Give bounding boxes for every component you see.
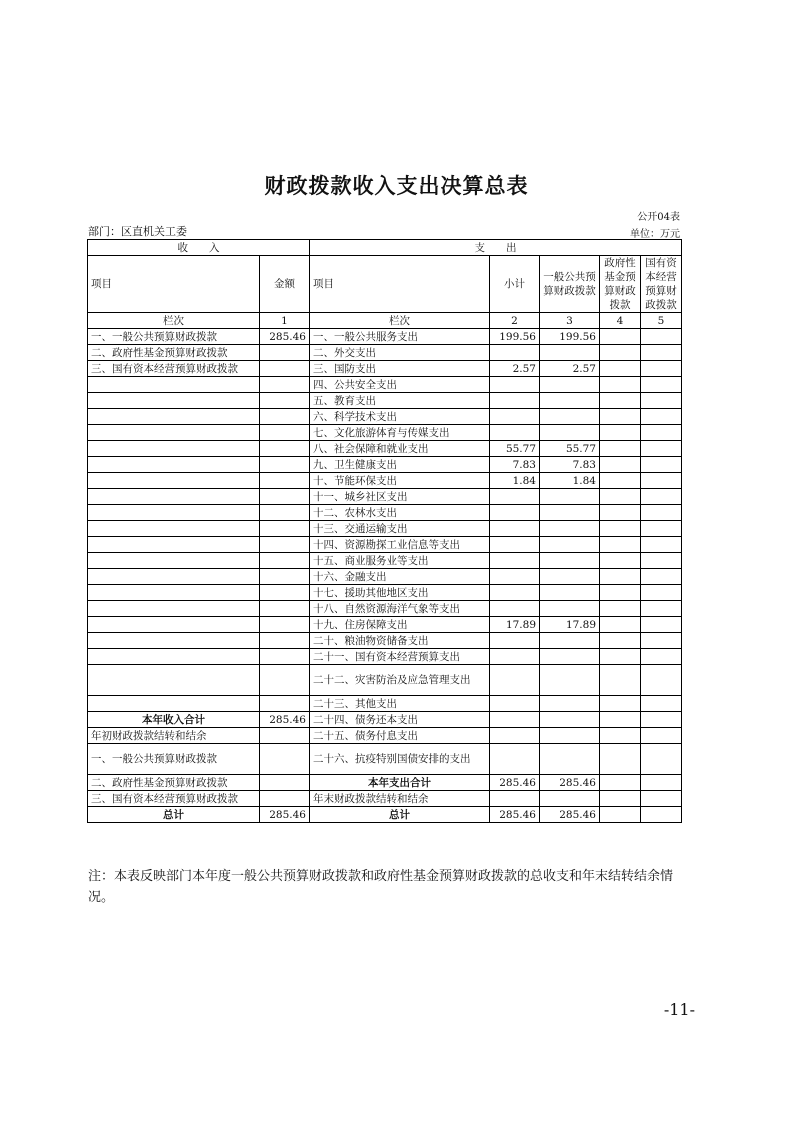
- col-index-5: 5: [641, 313, 682, 329]
- expense-section-header: 支 出: [310, 240, 682, 256]
- expense-subtotal: [490, 791, 540, 807]
- table-row: [88, 489, 682, 505]
- expense-item: 二十六、抗疫特别国债安排的支出: [310, 744, 490, 775]
- income-item: [88, 505, 260, 521]
- income-item: [88, 617, 260, 633]
- expense-state-capital-budget: [641, 537, 682, 553]
- expense-item: 十、节能环保支出: [310, 473, 490, 489]
- expense-fund-budget: [600, 521, 641, 537]
- income-amount: [260, 377, 310, 393]
- income-item: [88, 553, 260, 569]
- expense-subtotal: [490, 537, 540, 553]
- income-amount: [260, 409, 310, 425]
- expense-fund-budget: [600, 617, 641, 633]
- table-row: [88, 744, 682, 775]
- page-number: -11-: [663, 1000, 695, 1019]
- table-row: [88, 601, 682, 617]
- expense-subtotal: [490, 425, 540, 441]
- table-row: [88, 553, 682, 569]
- col-index-2: 2: [490, 313, 540, 329]
- expense-item: 二十二、灾害防治及应急管理支出: [310, 665, 490, 696]
- expense-subtotal: [490, 601, 540, 617]
- expense-fund-budget: [600, 505, 641, 521]
- expense-state-capital-budget: [641, 585, 682, 601]
- expense-fund-budget: [600, 807, 641, 823]
- expense-state-capital-budget: [641, 617, 682, 633]
- income-amount: [260, 441, 310, 457]
- expense-item: 九、卫生健康支出: [310, 457, 490, 473]
- expense-item: 年末财政拨款结转和结余: [310, 791, 490, 807]
- income-item: [88, 585, 260, 601]
- expense-subtotal: [490, 649, 540, 665]
- expense-subtotal: 199.56: [490, 329, 540, 345]
- expense-subtotal: [490, 569, 540, 585]
- expense-general-budget: [540, 791, 600, 807]
- income-amount: [260, 585, 310, 601]
- section-header-row: [88, 240, 682, 256]
- expense-subtotal: 2.57: [490, 361, 540, 377]
- table-row: [88, 521, 682, 537]
- expense-item: 七、文化旅游体育与传媒支出: [310, 425, 490, 441]
- expense-fund-budget: [600, 601, 641, 617]
- expense-general-budget: [540, 585, 600, 601]
- table-row: [88, 696, 682, 712]
- table-row: [88, 473, 682, 489]
- expense-item: 二十三、其他支出: [310, 696, 490, 712]
- expense-item: 十九、住房保障支出: [310, 617, 490, 633]
- expense-general-budget: 17.89: [540, 617, 600, 633]
- expense-fund-budget: [600, 425, 641, 441]
- expense-state-capital-budget: [641, 807, 682, 823]
- table-row: [88, 345, 682, 361]
- expense-subtotal: 55.77: [490, 441, 540, 457]
- expense-general-budget: 55.77: [540, 441, 600, 457]
- expense-fund-budget: [600, 457, 641, 473]
- expense-state-capital-budget: [641, 791, 682, 807]
- income-item: 一、一般公共预算财政拨款: [88, 329, 260, 345]
- table-row: [88, 505, 682, 521]
- table-row: [88, 807, 682, 823]
- table-row: [88, 377, 682, 393]
- expense-item: 二十五、债务付息支出: [310, 728, 490, 744]
- expense-state-capital-budget: [641, 409, 682, 425]
- expense-state-capital-budget: [641, 728, 682, 744]
- col-index-label: 栏次: [88, 313, 260, 329]
- expense-general-budget: [540, 521, 600, 537]
- expense-state-capital-budget: [641, 425, 682, 441]
- expense-item: 六、科学技术支出: [310, 409, 490, 425]
- page-title: 财政拨款收入支出决算总表: [264, 173, 529, 198]
- expense-general-budget: [540, 649, 600, 665]
- expense-fund-budget: [600, 744, 641, 775]
- expense-general-budget: 199.56: [540, 329, 600, 345]
- expense-state-capital-budget: [641, 393, 682, 409]
- expense-fund-budget: [600, 345, 641, 361]
- income-item: [88, 409, 260, 425]
- table-row: [88, 633, 682, 649]
- income-item: [88, 457, 260, 473]
- header-state-capital-budget: 国有资本经营预算财政拨款: [641, 256, 682, 313]
- expense-item: 十六、金融支出: [310, 569, 490, 585]
- expense-subtotal: 17.89: [490, 617, 540, 633]
- expense-subtotal: [490, 377, 540, 393]
- table-row: [88, 361, 682, 377]
- expense-general-budget: [540, 409, 600, 425]
- expense-state-capital-budget: [641, 505, 682, 521]
- income-item: [88, 489, 260, 505]
- expense-fund-budget: [600, 489, 641, 505]
- income-amount: [260, 617, 310, 633]
- income-amount: [260, 649, 310, 665]
- income-item: [88, 649, 260, 665]
- expense-subtotal: [490, 505, 540, 521]
- table-row: [88, 569, 682, 585]
- expense-fund-budget: [600, 712, 641, 728]
- income-amount: [260, 489, 310, 505]
- income-item: 二、政府性基金预算财政拨款: [88, 345, 260, 361]
- expense-general-budget: [540, 489, 600, 505]
- table-row: [88, 441, 682, 457]
- table-row: [88, 585, 682, 601]
- expense-general-budget: [540, 728, 600, 744]
- income-item: 本年收入合计: [88, 712, 260, 728]
- expense-state-capital-budget: [641, 329, 682, 345]
- department-label: 部门：区直机关工委: [88, 225, 187, 238]
- expense-fund-budget: [600, 569, 641, 585]
- expense-state-capital-budget: [641, 553, 682, 569]
- table-row: [88, 329, 682, 345]
- table-row: [88, 617, 682, 633]
- expense-fund-budget: [600, 553, 641, 569]
- income-amount: 285.46: [260, 712, 310, 728]
- income-amount: 285.46: [260, 807, 310, 823]
- expense-general-budget: [540, 393, 600, 409]
- expense-subtotal: [490, 345, 540, 361]
- expense-general-budget: 7.83: [540, 457, 600, 473]
- expense-fund-budget: [600, 665, 641, 696]
- expense-state-capital-budget: [641, 441, 682, 457]
- income-item: 年初财政拨款结转和结余: [88, 728, 260, 744]
- income-item: [88, 521, 260, 537]
- form-number: 公开04表: [637, 212, 680, 223]
- expense-general-budget: [540, 744, 600, 775]
- expense-item: 十二、农林水支出: [310, 505, 490, 521]
- income-amount: [260, 537, 310, 553]
- expense-state-capital-budget: [641, 521, 682, 537]
- table-row: [88, 665, 682, 696]
- income-amount: [260, 553, 310, 569]
- expense-fund-budget: [600, 329, 641, 345]
- income-item: 三、国有资本经营预算财政拨款: [88, 361, 260, 377]
- income-amount: [260, 473, 310, 489]
- expense-fund-budget: [600, 649, 641, 665]
- income-item: [88, 633, 260, 649]
- income-amount: [260, 345, 310, 361]
- col-index-1: 1: [260, 313, 310, 329]
- income-amount: [260, 791, 310, 807]
- header-general-budget: 一般公共预算财政拨款: [540, 256, 600, 313]
- expense-fund-budget: [600, 728, 641, 744]
- expense-item: 八、社会保障和就业支出: [310, 441, 490, 457]
- expense-subtotal: [490, 393, 540, 409]
- column-header-row: [88, 256, 682, 313]
- expense-general-budget: [540, 696, 600, 712]
- expense-fund-budget: [600, 775, 641, 791]
- income-amount: 285.46: [260, 329, 310, 345]
- table-row: [88, 728, 682, 744]
- income-item: 三、国有资本经营预算财政拨款: [88, 791, 260, 807]
- expense-state-capital-budget: [641, 489, 682, 505]
- expense-state-capital-budget: [641, 457, 682, 473]
- income-amount: [260, 521, 310, 537]
- expense-general-budget: [540, 569, 600, 585]
- expense-item: 总计: [310, 807, 490, 823]
- income-item: [88, 377, 260, 393]
- table-row: [88, 457, 682, 473]
- expense-state-capital-budget: [641, 712, 682, 728]
- expense-general-budget: [540, 553, 600, 569]
- expense-general-budget: [540, 633, 600, 649]
- footnote: 注：本表反映部门本年度一般公共预算财政拨款和政府性基金预算财政拨款的总收支和年末结转结余情况。: [88, 869, 674, 905]
- expense-general-budget: [540, 425, 600, 441]
- header-item2: 项目: [310, 256, 490, 313]
- expense-state-capital-budget: [641, 345, 682, 361]
- expense-fund-budget: [600, 393, 641, 409]
- expense-item: 二十四、债务还本支出: [310, 712, 490, 728]
- income-amount: [260, 361, 310, 377]
- table-row: [88, 649, 682, 665]
- income-amount: [260, 601, 310, 617]
- expense-general-budget: 1.84: [540, 473, 600, 489]
- expense-subtotal: 7.83: [490, 457, 540, 473]
- expense-state-capital-budget: [641, 744, 682, 775]
- income-item: [88, 473, 260, 489]
- expense-item: 五、教育支出: [310, 393, 490, 409]
- expense-fund-budget: [600, 361, 641, 377]
- income-item: 一、一般公共预算财政拨款: [88, 744, 260, 775]
- expense-state-capital-budget: [641, 473, 682, 489]
- expense-item: 十一、城乡社区支出: [310, 489, 490, 505]
- expense-general-budget: [540, 345, 600, 361]
- expense-item: 一、一般公共服务支出: [310, 329, 490, 345]
- expense-fund-budget: [600, 473, 641, 489]
- table-row: [88, 425, 682, 441]
- expense-subtotal: [490, 521, 540, 537]
- expense-general-budget: [540, 377, 600, 393]
- expense-fund-budget: [600, 377, 641, 393]
- income-item: [88, 441, 260, 457]
- table-row: [88, 537, 682, 553]
- expense-fund-budget: [600, 537, 641, 553]
- expense-subtotal: 1.84: [490, 473, 540, 489]
- expense-item: 本年支出合计: [310, 775, 490, 791]
- expense-state-capital-budget: [641, 569, 682, 585]
- income-item: [88, 393, 260, 409]
- expense-subtotal: 285.46: [490, 807, 540, 823]
- income-item: 总计: [88, 807, 260, 823]
- expense-fund-budget: [600, 633, 641, 649]
- expense-item: 十七、援助其他地区支出: [310, 585, 490, 601]
- expense-general-budget: 2.57: [540, 361, 600, 377]
- table-row: [88, 775, 682, 791]
- income-amount: [260, 775, 310, 791]
- income-amount: [260, 425, 310, 441]
- expense-subtotal: [490, 696, 540, 712]
- expense-fund-budget: [600, 791, 641, 807]
- income-amount: [260, 505, 310, 521]
- unit-label: 单位：万元: [630, 229, 680, 240]
- expense-general-budget: [540, 601, 600, 617]
- income-item: [88, 569, 260, 585]
- expense-item: 二、外交支出: [310, 345, 490, 361]
- col-index-4: 4: [600, 313, 641, 329]
- expense-general-budget: [540, 505, 600, 521]
- expense-general-budget: 285.46: [540, 775, 600, 791]
- expense-fund-budget: [600, 696, 641, 712]
- expense-state-capital-budget: [641, 649, 682, 665]
- income-amount: [260, 569, 310, 585]
- expense-subtotal: [490, 633, 540, 649]
- expense-state-capital-budget: [641, 601, 682, 617]
- header-subtotal: 小计: [490, 256, 540, 313]
- income-item: 二、政府性基金预算财政拨款: [88, 775, 260, 791]
- income-item: [88, 425, 260, 441]
- expense-subtotal: [490, 489, 540, 505]
- expense-state-capital-budget: [641, 775, 682, 791]
- budget-summary-table: [87, 239, 682, 823]
- expense-fund-budget: [600, 585, 641, 601]
- expense-item: 四、公共安全支出: [310, 377, 490, 393]
- expense-state-capital-budget: [641, 377, 682, 393]
- table-row: [88, 712, 682, 728]
- expense-subtotal: [490, 585, 540, 601]
- income-amount: [260, 665, 310, 696]
- column-index-row: [88, 313, 682, 329]
- expense-subtotal: 285.46: [490, 775, 540, 791]
- header-amount: 金额: [260, 256, 310, 313]
- expense-item: 十四、资源勘探工业信息等支出: [310, 537, 490, 553]
- expense-state-capital-budget: [641, 665, 682, 696]
- expense-fund-budget: [600, 441, 641, 457]
- expense-general-budget: [540, 712, 600, 728]
- income-amount: [260, 633, 310, 649]
- income-amount: [260, 696, 310, 712]
- expense-state-capital-budget: [641, 361, 682, 377]
- expense-subtotal: [490, 665, 540, 696]
- expense-item: 二十一、国有资本经营预算支出: [310, 649, 490, 665]
- income-item: [88, 696, 260, 712]
- col-index-label2: 栏次: [310, 313, 490, 329]
- table-row: [88, 393, 682, 409]
- expense-state-capital-budget: [641, 633, 682, 649]
- expense-general-budget: 285.46: [540, 807, 600, 823]
- expense-subtotal: [490, 409, 540, 425]
- income-item: [88, 665, 260, 696]
- income-item: [88, 601, 260, 617]
- expense-item: 十八、自然资源海洋气象等支出: [310, 601, 490, 617]
- expense-item: 十五、商业服务业等支出: [310, 553, 490, 569]
- expense-item: 二十、粮油物资储备支出: [310, 633, 490, 649]
- expense-subtotal: [490, 728, 540, 744]
- header-item: 项目: [88, 256, 260, 313]
- expense-subtotal: [490, 553, 540, 569]
- expense-item: 三、国防支出: [310, 361, 490, 377]
- header-fund-budget: 政府性基金预算财政拨款: [600, 256, 641, 313]
- expense-general-budget: [540, 537, 600, 553]
- table-row: [88, 791, 682, 807]
- income-amount: [260, 728, 310, 744]
- income-item: [88, 537, 260, 553]
- expense-subtotal: [490, 744, 540, 775]
- income-amount: [260, 457, 310, 473]
- expense-subtotal: [490, 712, 540, 728]
- income-amount: [260, 393, 310, 409]
- expense-item: 十三、交通运输支出: [310, 521, 490, 537]
- expense-fund-budget: [600, 409, 641, 425]
- table-row: [88, 409, 682, 425]
- expense-state-capital-budget: [641, 696, 682, 712]
- expense-general-budget: [540, 665, 600, 696]
- income-section-header: 收 入: [88, 240, 310, 256]
- income-amount: [260, 744, 310, 775]
- col-index-3: 3: [540, 313, 600, 329]
